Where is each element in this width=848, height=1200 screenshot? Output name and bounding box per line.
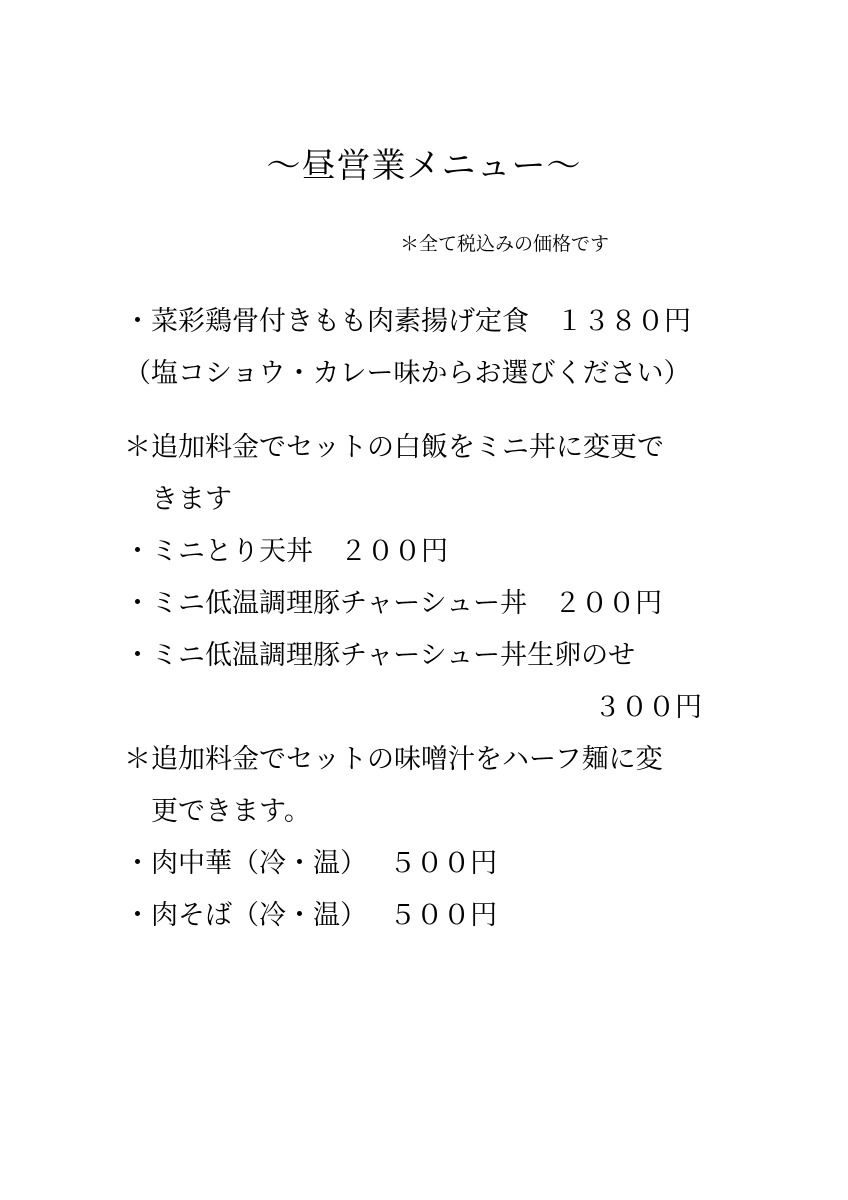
option-niku-soba: ・肉そば（冷・温） ５００円	[124, 900, 498, 931]
option-niku-chuka: ・肉中華（冷・温） ５００円	[124, 848, 498, 879]
noodle-upgrade-note: ＊追加料金でセットの味噌汁をハーフ麺に変	[124, 744, 663, 775]
menu-item-chicken-set: ・菜彩鶏骨付きもも肉素揚げ定食 １３８０円	[124, 306, 691, 337]
tax-note: ＊全て税込みの価格です	[400, 233, 610, 255]
option-mini-chashu-don-egg-price: ３００円	[594, 692, 702, 723]
page-title: ～昼営業メニュー～	[266, 146, 582, 186]
option-mini-chashu-don-egg: ・ミニ低温調理豚チャーシュー丼生卵のせ	[124, 640, 636, 671]
rice-upgrade-note: ＊追加料金でセットの白飯をミニ丼に変更で	[124, 432, 664, 463]
option-mini-toriten-don: ・ミニとり天丼 ２００円	[124, 536, 448, 567]
rice-upgrade-note-cont: きます	[124, 484, 232, 515]
menu-item-chicken-set-flavor: （塩コショウ・カレー味からお選びください）	[124, 358, 691, 389]
noodle-upgrade-note-cont: 更できます。	[124, 796, 311, 827]
option-mini-chashu-don: ・ミニ低温調理豚チャーシュー丼 ２００円	[124, 588, 663, 619]
